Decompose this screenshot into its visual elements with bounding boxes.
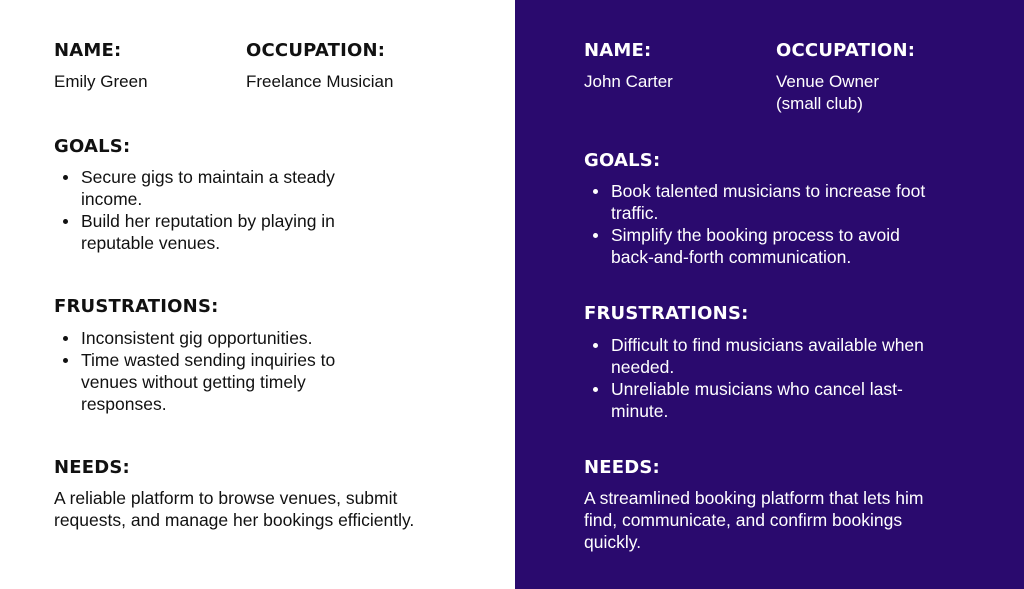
goals-label: GOALS:: [584, 150, 661, 171]
needs-text: A streamlined booking platform that lets him find, communicate, and confirm bookings quickly.: [584, 488, 924, 552]
frustration-item: Difficult to find musicians available when needed.: [584, 334, 924, 378]
occupation-label: OCCUPATION:: [776, 40, 916, 61]
frustration-item: Inconsistent gig opportunities.: [54, 327, 384, 349]
goal-item: Book talented musicians to increase foot traffic.: [584, 180, 929, 224]
goal-item: Secure gigs to maintain a steady income.: [54, 166, 374, 210]
frustrations-list: [584, 334, 924, 422]
frustration-item: Unreliable musicians who cancel last-minute.: [584, 378, 924, 422]
frustrations-list: [54, 327, 384, 415]
persona-occupation: Freelance Musician: [246, 72, 394, 91]
goal-item: Simplify the booking process to avoid back-and-forth communication.: [584, 224, 929, 268]
persona-card-venue-owner: [515, 0, 1024, 589]
needs-label: NEEDS:: [584, 457, 660, 478]
needs-text: A reliable platform to browse venues, submit requests, and manage her bookings efficiently.: [54, 488, 415, 530]
persona-name: Emily Green: [54, 72, 148, 91]
persona-occupation: Venue Owner (small club): [776, 72, 880, 113]
frustration-item: Time wasted sending inquiries to venues without getting timely responses.: [54, 349, 384, 415]
goals-list: [584, 180, 929, 268]
persona-name: John Carter: [584, 72, 673, 91]
goals-list: [54, 166, 374, 254]
name-label: NAME:: [584, 40, 652, 61]
occupation-label: OCCUPATION:: [246, 40, 386, 61]
name-label: NAME:: [54, 40, 122, 61]
frustrations-label: FRUSTRATIONS:: [584, 303, 749, 324]
goals-label: GOALS:: [54, 136, 131, 157]
goal-item: Build her reputation by playing in reputable venues.: [54, 210, 374, 254]
needs-label: NEEDS:: [54, 457, 130, 478]
frustrations-label: FRUSTRATIONS:: [54, 296, 219, 317]
